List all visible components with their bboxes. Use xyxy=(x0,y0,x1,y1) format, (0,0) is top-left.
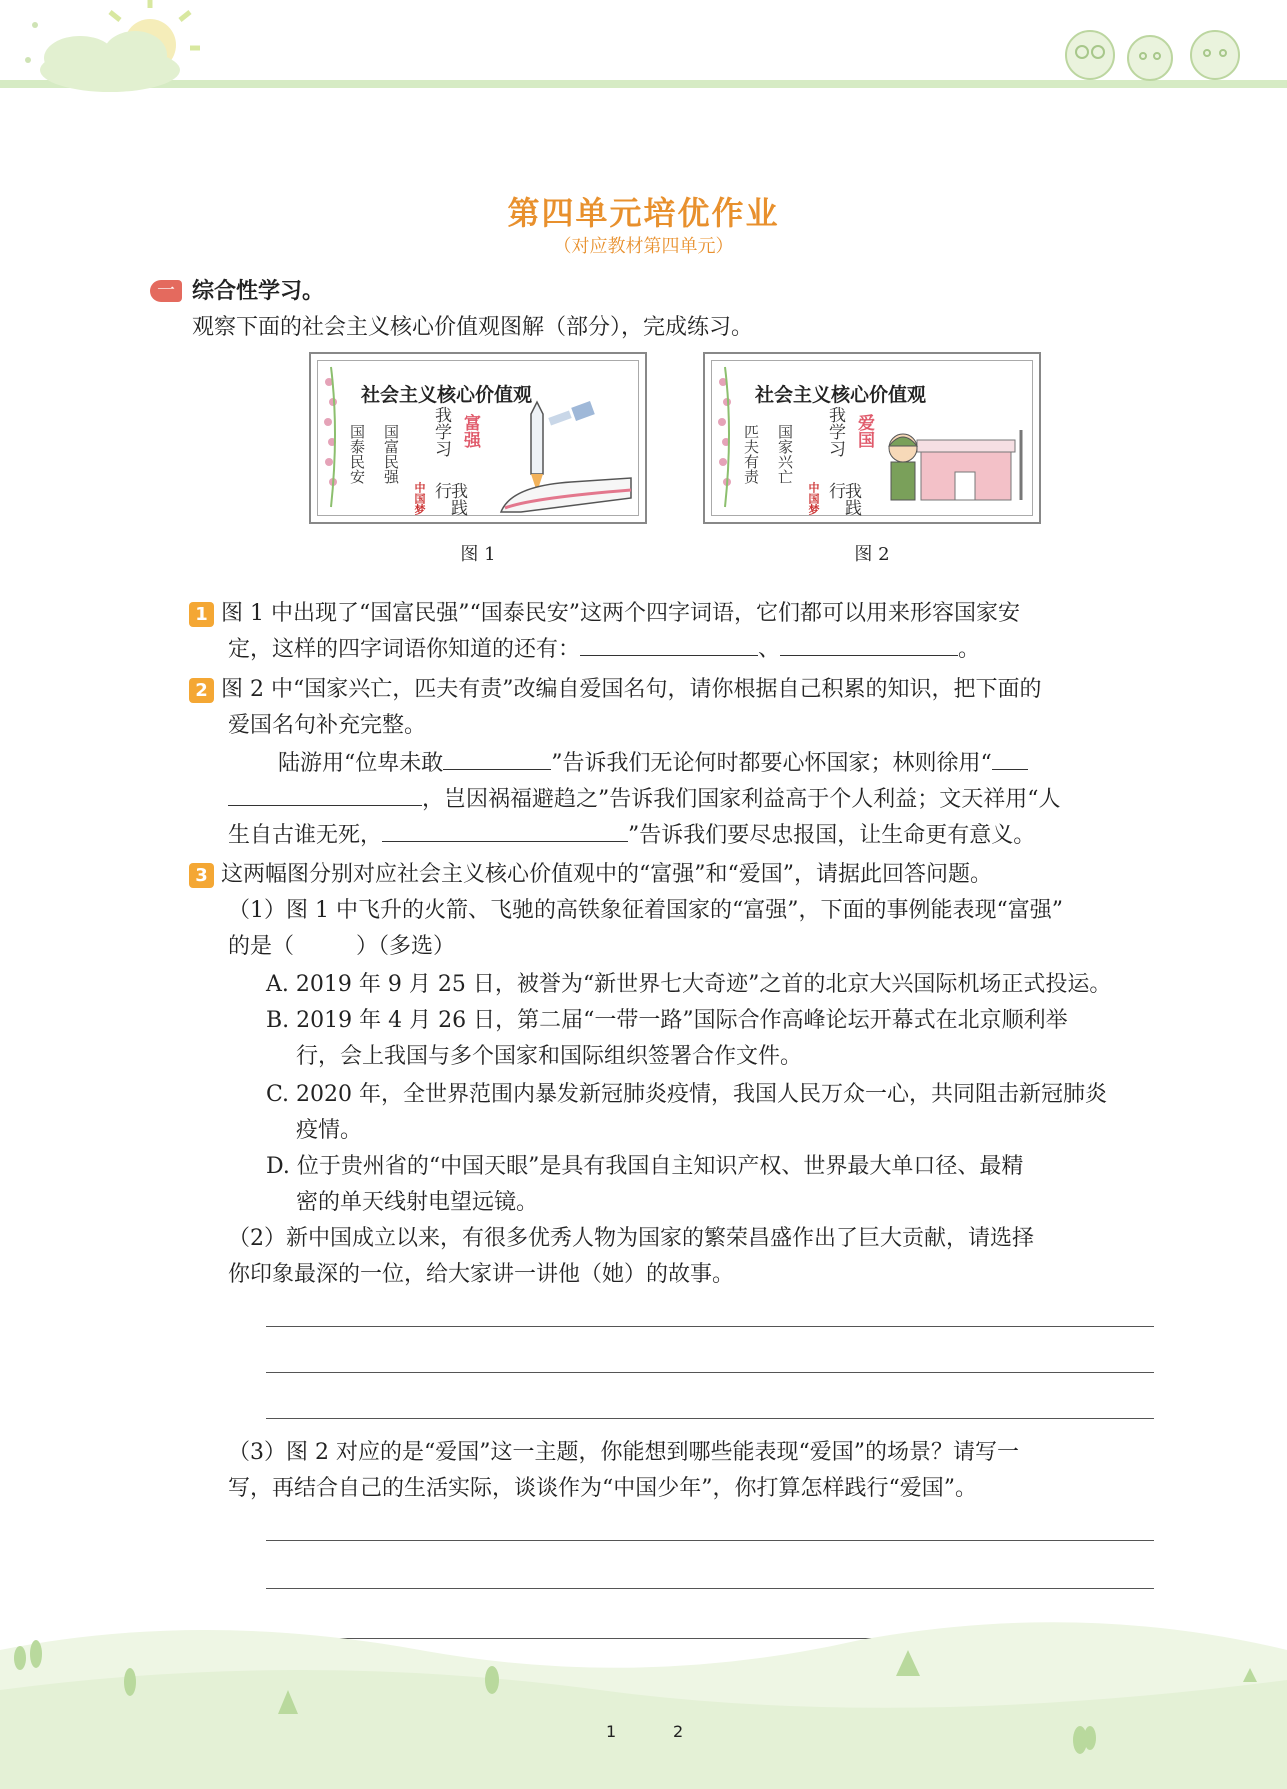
poster-col-2: 国富民强 xyxy=(382,424,400,484)
question-2-line2: 爱国名句补充完整。 xyxy=(228,713,427,738)
sun-cloud-icon xyxy=(0,0,220,95)
answer-blank[interactable] xyxy=(228,783,422,806)
rocket-train-icon xyxy=(491,394,641,519)
question-3-part3-line2: 写，再结合自己的生活实际，谈谈作为“中国少年”，你打算怎样践行“爱国”。 xyxy=(228,1476,977,1501)
question-text: ）（多选） xyxy=(356,934,456,959)
section-intro: 观察下面的社会主义核心价值观图解（部分），完成练习。 xyxy=(192,315,754,340)
figure-2-caption: 图 2 xyxy=(854,544,890,565)
question-3-part2-line2: 你印象最深的一位，给大家讲一讲他（她）的故事。 xyxy=(228,1262,735,1287)
china-dream-badge: 中国梦 xyxy=(807,482,820,515)
poster-col-3: 我学习 xyxy=(825,406,845,457)
question-text: ，岂因祸福避趋之”告诉我们国家利益高于个人利益；文天祥用“人 xyxy=(422,787,1061,812)
question-number: 2 xyxy=(189,678,214,703)
page-title: 第四单元培优作业 xyxy=(507,194,780,232)
poster-col-4: 我践行 xyxy=(825,482,861,516)
answer-blank[interactable] xyxy=(382,819,628,842)
answer-blank[interactable] xyxy=(992,747,1028,770)
question-2 xyxy=(189,672,1169,708)
question-2-line3 xyxy=(278,746,1168,782)
question-3-part2-line1: （2）新中国成立以来，有很多优秀人物为国家的繁荣昌盛作出了巨大贡献，请选择 xyxy=(228,1226,1034,1251)
poster-col-4: 我践行 xyxy=(431,482,467,516)
figure-2 xyxy=(703,352,1041,565)
animal-friends-icon xyxy=(1055,20,1255,85)
question-text: 生自古谁无死， xyxy=(228,823,383,848)
question-1-line2 xyxy=(228,632,1168,668)
poster-col-1: 匹夫有责 xyxy=(742,424,760,484)
question-2-line5 xyxy=(228,818,1168,854)
answer-line[interactable] xyxy=(266,1372,1154,1373)
question-3-part1-line2 xyxy=(228,929,455,965)
page-number-right: 2 xyxy=(673,1722,684,1741)
figure-1 xyxy=(309,352,647,565)
option-d-cont: 密的单天线射电望远镜。 xyxy=(296,1190,539,1215)
poster-title: 社会主义核心价值观 xyxy=(361,384,533,406)
option-a: A. 2019 年 9 月 25 日，被誉为“新世界七大奇迹”之首的北京大兴国际机场正式投运。 xyxy=(266,972,1112,997)
answer-blank[interactable] xyxy=(580,633,758,656)
question-text: 陆游用“位卑未敢 xyxy=(278,751,444,776)
question-text: 图 1 中出现了“国富民强”“国泰民安”这两个四字词语，它们都可以用来形容国家安 xyxy=(221,601,1020,626)
poster-col-3: 我学习 xyxy=(431,406,451,457)
poster-col-2: 国家兴亡 xyxy=(776,424,794,484)
answer-line[interactable] xyxy=(266,1588,1154,1589)
question-3 xyxy=(189,857,1169,893)
page-number-left: 1 xyxy=(606,1722,617,1741)
poster-col-1: 国泰民安 xyxy=(348,424,366,484)
option-d: D. 位于贵州省的“中国天眼”是具有我国自主知识产权、世界最大单口径、最精 xyxy=(266,1154,1024,1179)
question-text: 、 xyxy=(758,637,781,662)
question-text: 这两幅图分别对应社会主义核心价值观中的“富强”和“爱国”，请据此回答问题。 xyxy=(221,862,992,887)
china-dream-badge: 中国梦 xyxy=(413,482,426,515)
section-title: 综合性学习。 xyxy=(192,279,325,304)
option-b-cont: 行，会上我国与多个国家和国际组织签署合作文件。 xyxy=(296,1044,803,1069)
question-text: ”告诉我们要尽忠报国，让生命更有意义。 xyxy=(628,823,1036,848)
answer-blank[interactable] xyxy=(443,747,551,770)
figure-1-caption: 图 1 xyxy=(460,544,496,565)
section-badge: 一 xyxy=(150,280,182,302)
soldier-gate-icon xyxy=(881,420,1033,520)
question-number: 1 xyxy=(189,602,214,627)
grass-hills-decoration xyxy=(0,1610,1287,1789)
answer-line[interactable] xyxy=(266,1326,1154,1327)
question-text: 定，这样的四字词语你知道的还有： xyxy=(228,637,581,662)
question-text: 。 xyxy=(958,637,981,662)
flower-vine-icon xyxy=(713,362,743,512)
option-c-cont: 疫情。 xyxy=(296,1118,363,1143)
answer-blank[interactable] xyxy=(780,633,958,656)
answer-line[interactable] xyxy=(266,1540,1154,1541)
poster-red-word: 爱国 xyxy=(854,414,874,448)
question-2-line4 xyxy=(228,782,1168,818)
answer-line[interactable] xyxy=(266,1418,1154,1419)
option-c: C. 2020 年，全世界范围内暴发新冠肺炎疫情，我国人民万众一心，共同阻击新冠肺炎 xyxy=(266,1082,1108,1107)
page-subtitle: （对应教材第四单元） xyxy=(553,236,734,257)
option-b: B. 2019 年 4 月 26 日，第二届“一带一路”国际合作高峰论坛开幕式在北京顺利举 xyxy=(266,1008,1068,1033)
question-text: ”告诉我们无论何时都要心怀国家；林则徐用“ xyxy=(551,751,992,776)
question-text: 的是（ xyxy=(228,934,295,959)
question-3-part1-line1: （1）图 1 中飞升的火箭、飞驰的高铁象征着国家的“富强”，下面的事例能表现“富强” xyxy=(228,898,1063,923)
question-text: 图 2 中“国家兴亡，匹夫有责”改编自爱国名句，请你根据自己积累的知识，把下面的 xyxy=(221,677,1042,702)
poster-red-word: 富强 xyxy=(460,414,480,448)
question-3-part3-line1: （3）图 2 对应的是“爱国”这一主题，你能想到哪些能表现“爱国”的场景？请写一 xyxy=(228,1440,1019,1465)
flower-vine-icon xyxy=(319,362,349,512)
question-1 xyxy=(189,596,1169,632)
question-number: 3 xyxy=(189,863,214,888)
poster-title: 社会主义核心价值观 xyxy=(755,384,927,406)
